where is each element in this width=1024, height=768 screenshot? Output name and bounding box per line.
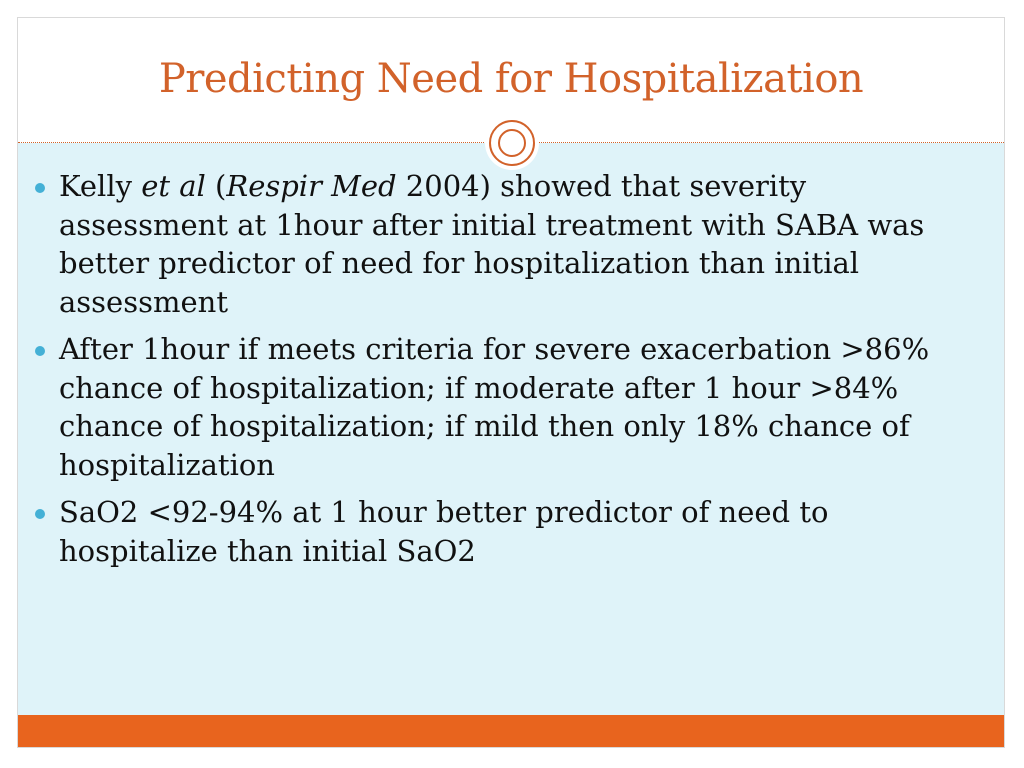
bullet-list <box>32 167 962 579</box>
bullet-text-part: ( <box>205 169 227 203</box>
bullet-dot-icon <box>35 183 45 193</box>
bullet-dot-icon <box>35 509 45 519</box>
bullet-item <box>32 167 962 321</box>
bullet-text-part-italic: Respir Med <box>226 169 397 203</box>
bullet-text-part: SaO2 <92-94% at 1 hour better predictor of need to hospitalize than initial SaO2 <box>59 495 829 568</box>
footer-bar <box>18 715 1004 748</box>
ornament-inner-ring <box>498 129 526 157</box>
bullet-dot-icon <box>35 346 45 356</box>
bullet-item <box>32 493 962 570</box>
circle-ornament-icon <box>485 116 539 170</box>
bullet-text-part: 2004) showed that severity assessment at 1hour after initial treatment with SABA was better predictor of need for hospitalization than initial assessment <box>59 169 925 319</box>
bullet-text-part: After 1hour if meets criteria for severe exacerbation >86% chance of hospitalization; if moderate after 1 hour >84% chance of hospitalization; if mild then only 18% chance of hospitalization <box>59 332 930 482</box>
slide-title: Predicting Need for Hospitalization <box>158 56 864 102</box>
bullet-text-part-italic: et al <box>141 169 206 203</box>
bullet-item <box>32 330 962 484</box>
ornament-outer-ring <box>489 120 535 166</box>
bullet-text-part: Kelly <box>59 169 142 203</box>
